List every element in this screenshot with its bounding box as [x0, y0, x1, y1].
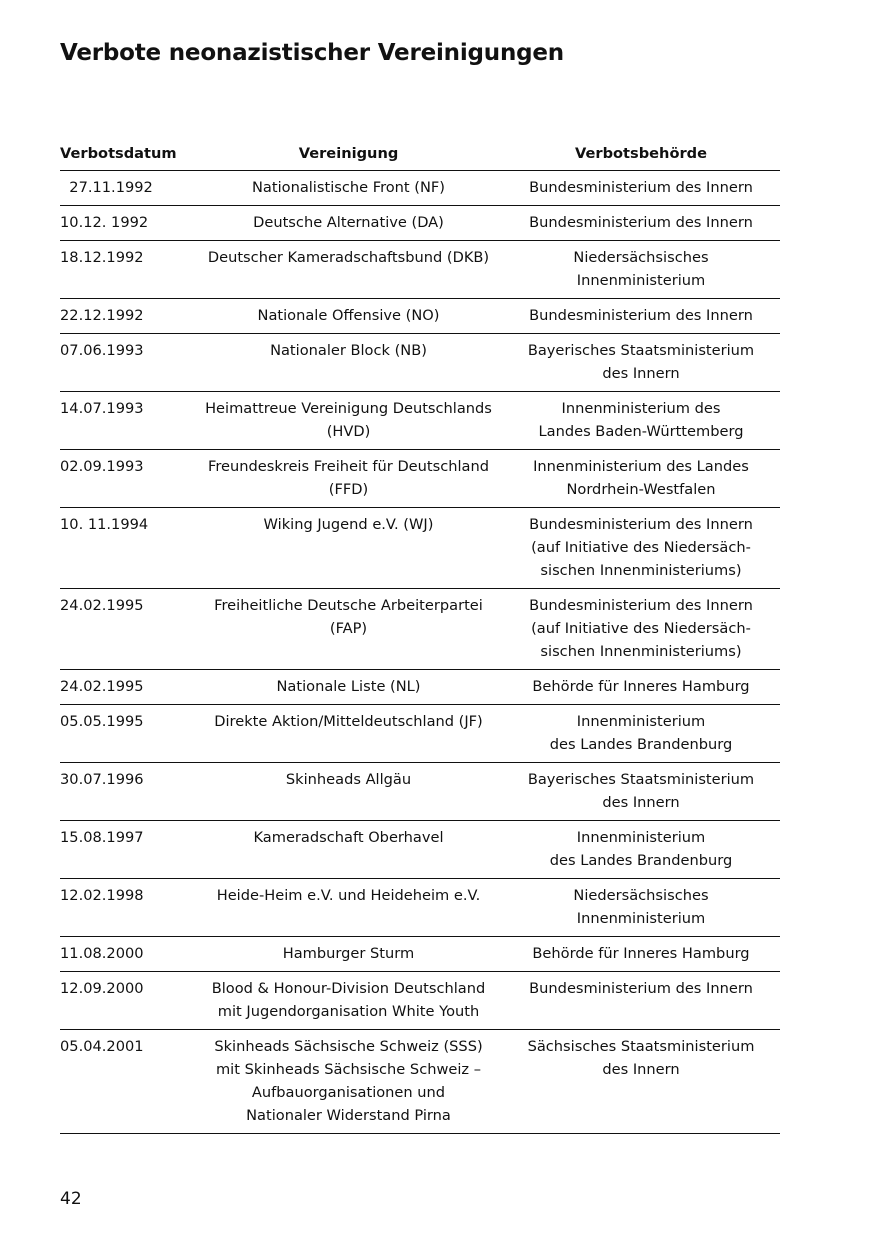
- table-row: [60, 821, 780, 879]
- cell-organization: Hamburger Sturm: [195, 937, 502, 972]
- cell-authority: Innenministerium des Landes Baden-Württemberg: [502, 392, 780, 450]
- cell-organization: Kameradschaft Oberhavel: [195, 821, 502, 879]
- cell-date: 05.04.2001: [60, 1030, 195, 1134]
- column-header-authority: Verbotsbehörde: [502, 140, 780, 171]
- cell-authority: Bundesministerium des Innern: [502, 206, 780, 241]
- cell-date: 24.02.1995: [60, 670, 195, 705]
- table-row: [60, 508, 780, 589]
- ban-table: [60, 140, 780, 1134]
- table-row: [60, 589, 780, 670]
- cell-organization: Deutsche Alternative (DA): [195, 206, 502, 241]
- table-row: [60, 670, 780, 705]
- cell-organization: Deutscher Kameradschaftsbund (DKB): [195, 241, 502, 299]
- cell-authority: Niedersächsisches Innenministerium: [502, 879, 780, 937]
- page-number: 42: [60, 1189, 82, 1209]
- cell-date: 18.12.1992: [60, 241, 195, 299]
- cell-organization: Heimattreue Vereinigung Deutschlands (HVD): [195, 392, 502, 450]
- cell-organization: Skinheads Allgäu: [195, 763, 502, 821]
- cell-organization: Skinheads Sächsische Schweiz (SSS) mit Skinheads Sächsische Schweiz – Aufbauorganisationen und Nationaler Widerstand Pirna: [195, 1030, 502, 1134]
- cell-authority: Bayerisches Staatsministerium des Innern: [502, 334, 780, 392]
- cell-date: 24.02.1995: [60, 589, 195, 670]
- cell-authority: Bundesministerium des Innern (auf Initiative des Niedersäch- sischen Innenministeriums): [502, 589, 780, 670]
- table-row: [60, 299, 780, 334]
- cell-date: 12.09.2000: [60, 972, 195, 1030]
- table-row: [60, 334, 780, 392]
- cell-organization: Nationaler Block (NB): [195, 334, 502, 392]
- table-row: [60, 879, 780, 937]
- cell-authority: Innenministerium des Landes Brandenburg: [502, 821, 780, 879]
- cell-organization: Nationale Liste (NL): [195, 670, 502, 705]
- cell-date: 02.09.1993: [60, 450, 195, 508]
- table-row: [60, 705, 780, 763]
- table-row: [60, 392, 780, 450]
- table-row: [60, 972, 780, 1030]
- cell-organization: Nationale Offensive (NO): [195, 299, 502, 334]
- cell-authority: Bundesministerium des Innern (auf Initiative des Niedersäch- sischen Innenministeriums): [502, 508, 780, 589]
- cell-organization: Wiking Jugend e.V. (WJ): [195, 508, 502, 589]
- table-row: [60, 763, 780, 821]
- cell-organization: Direkte Aktion/Mitteldeutschland (JF): [195, 705, 502, 763]
- cell-date: 12.02.1998: [60, 879, 195, 937]
- table-header-row: [60, 140, 780, 171]
- page-title: Verbote neonazistischer Vereinigungen: [60, 40, 564, 66]
- cell-authority: Bundesministerium des Innern: [502, 171, 780, 206]
- cell-authority: Niedersächsisches Innenministerium: [502, 241, 780, 299]
- cell-organization: Blood & Honour-Division Deutschland mit Jugendorganisation White Youth: [195, 972, 502, 1030]
- cell-date: 07.06.1993: [60, 334, 195, 392]
- cell-date: 10.12. 1992: [60, 206, 195, 241]
- cell-date: 22.12.1992: [60, 299, 195, 334]
- table-row: [60, 241, 780, 299]
- cell-date: 10. 11.1994: [60, 508, 195, 589]
- cell-date: 05.05.1995: [60, 705, 195, 763]
- table-row: [60, 450, 780, 508]
- cell-organization: Heide-Heim e.V. und Heideheim e.V.: [195, 879, 502, 937]
- column-header-date: Verbotsdatum: [60, 140, 195, 171]
- column-header-organization: Vereinigung: [195, 140, 502, 171]
- cell-date: 14.07.1993: [60, 392, 195, 450]
- cell-authority: Sächsisches Staatsministerium des Innern: [502, 1030, 780, 1134]
- cell-authority: Behörde für Inneres Hamburg: [502, 670, 780, 705]
- cell-authority: Bayerisches Staatsministerium des Innern: [502, 763, 780, 821]
- cell-date: 27.11.1992: [60, 171, 195, 206]
- cell-authority: Behörde für Inneres Hamburg: [502, 937, 780, 972]
- table-row: [60, 1030, 780, 1134]
- cell-authority: Innenministerium des Landes Nordrhein-Westfalen: [502, 450, 780, 508]
- cell-organization: Freiheitliche Deutsche Arbeiterpartei (FAP): [195, 589, 502, 670]
- cell-date: 11.08.2000: [60, 937, 195, 972]
- cell-organization: Freundeskreis Freiheit für Deutschland (FFD): [195, 450, 502, 508]
- table-row: [60, 937, 780, 972]
- cell-date: 30.07.1996: [60, 763, 195, 821]
- cell-authority: Bundesministerium des Innern: [502, 972, 780, 1030]
- cell-date: 15.08.1997: [60, 821, 195, 879]
- table-row: [60, 206, 780, 241]
- cell-organization: Nationalistische Front (NF): [195, 171, 502, 206]
- cell-authority: Innenministerium des Landes Brandenburg: [502, 705, 780, 763]
- cell-authority: Bundesministerium des Innern: [502, 299, 780, 334]
- table-row: [60, 171, 780, 206]
